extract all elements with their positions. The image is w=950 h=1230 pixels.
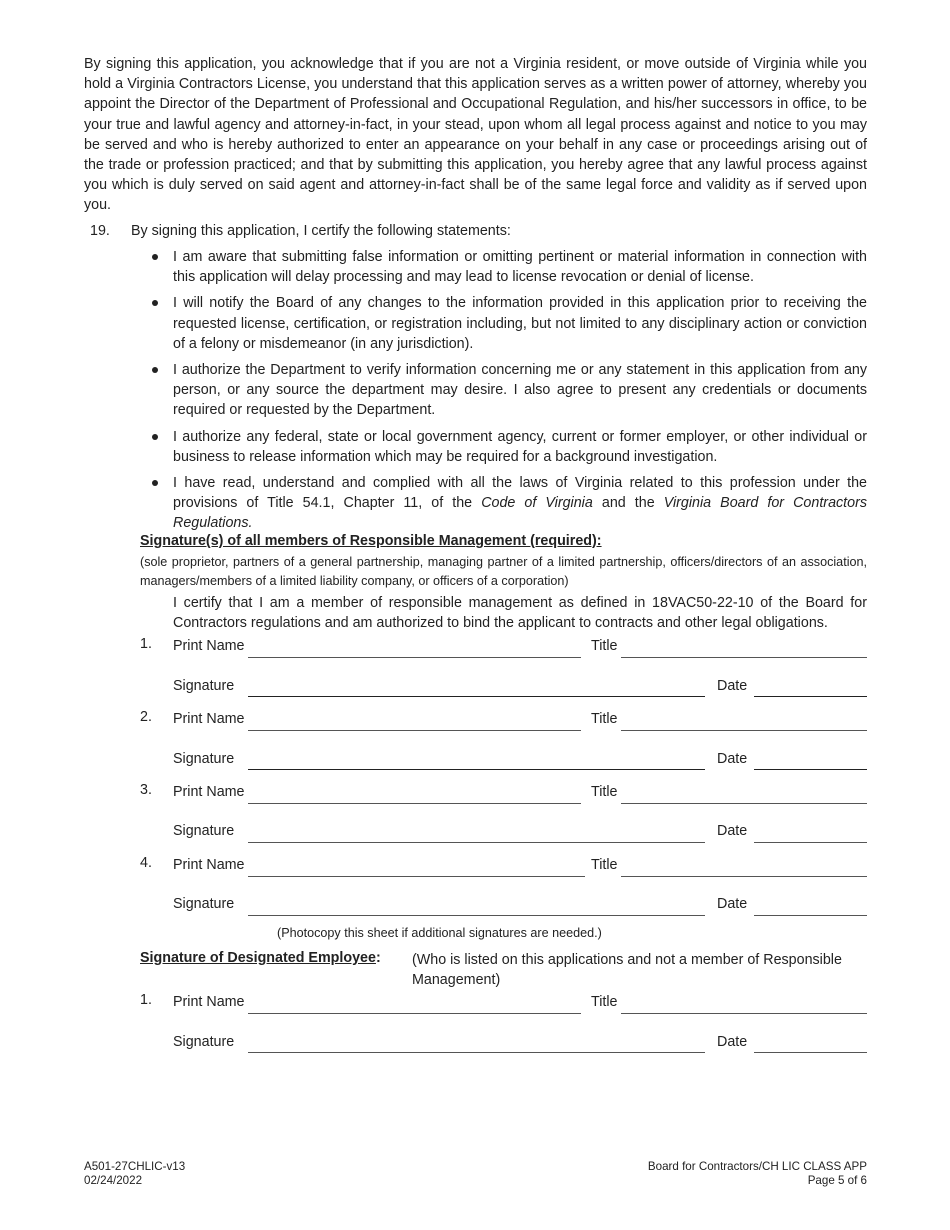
board-name: Board for Contractors/CH LIC CLASS APP — [647, 1160, 867, 1173]
date-field[interactable] — [754, 1052, 867, 1053]
title-field[interactable] — [621, 1013, 867, 1014]
item-19-lead: By signing this application, I certify the following statements: — [131, 223, 511, 239]
signature-label: Signature — [173, 823, 235, 839]
print-name-field[interactable] — [248, 1013, 581, 1014]
list-item: I authorize the Department to verify information concerning me or any statement in this application from any person, or any source the department may desire. I also agree to present any credentials or documents required or requested by the Department. — [152, 360, 867, 421]
print-name-field[interactable] — [248, 657, 581, 658]
list-item: I will notify the Board of any changes to the information provided in this application prior to receiving the requested license, certification, or registration including, but not limited to any disciplinary action or conviction of a felony or misdemeanor (in any jurisdiction). — [152, 293, 867, 354]
responsible-management-note: (sole proprietor, partners of a general partnership, managing partner of a limited partnership, officers/directors of an association, managers/members of a limited liability company, or officers of a corporation) — [140, 555, 867, 588]
photocopy-note: (Photocopy this sheet if additional signatures are needed.) — [277, 926, 602, 940]
date-field[interactable] — [754, 915, 867, 916]
certification-statements — [152, 247, 867, 540]
bullet-icon — [152, 434, 158, 440]
title-label: Title — [591, 784, 618, 800]
date-label: Date — [717, 823, 748, 839]
rm-entry-2-signature-row — [140, 749, 867, 773]
date-label: Date — [717, 1034, 748, 1050]
power-of-attorney-paragraph: By signing this application, you acknowledge that if you are not a Virginia resident, or move outside of Virginia while you hold a Virginia Contractors License, you understand that this application serves as a written power of attorney, whereby you appoint the Director of the Department of Professional and Occupational Regulation, and his/her successors in office, to be your true and lawful agency and attorney-in-fact, in your stead, upon whom all legal process against and notice to you may be served and who is hereby authorized to enter an appearance on your behalf in any case or proceedings arising out of the trade or profession practiced; and that by submitting this application, you hereby agree that any lawful process against you which is duly served on said agent and attorney-in-fact shall be of the same legal force and validity as if served upon you. — [84, 56, 867, 214]
item-19-number: 19. — [90, 223, 110, 239]
title-label: Title — [591, 638, 618, 654]
rm-entry-4-signature-row — [140, 894, 867, 918]
date-label: Date — [717, 678, 748, 694]
title-field[interactable] — [621, 730, 867, 731]
rm-entry-1-name-row — [140, 636, 867, 660]
entry-number: 2. — [140, 709, 152, 725]
designated-employee-note: (Who is listed on this applications and not a member of Responsible Management) — [412, 952, 842, 988]
date-field[interactable] — [754, 842, 867, 843]
footer-page-info — [648, 1160, 867, 1188]
print-name-field[interactable] — [248, 803, 581, 804]
rm-entry-3-name-row — [140, 782, 867, 806]
date-label: Date — [717, 751, 748, 767]
signature-field[interactable] — [248, 842, 705, 843]
footer-form-info — [84, 1160, 185, 1188]
rm-entry-4-name-row — [140, 855, 867, 879]
rm-entry-3-signature-row — [140, 821, 867, 845]
rm-entry-1-signature-row — [140, 676, 867, 700]
date-field[interactable] — [754, 769, 867, 770]
signature-field[interactable] — [248, 915, 705, 916]
bullet-icon — [152, 480, 158, 486]
de-entry-1-signature-row — [140, 1032, 867, 1056]
title-label: Title — [591, 711, 618, 727]
title-field[interactable] — [621, 876, 867, 877]
list-item: I am aware that submitting false information or omitting pertinent or material information in connection with this application will delay processing and may lead to license revocation or denial of license. — [152, 247, 867, 287]
print-name-label: Print Name — [173, 638, 245, 654]
entry-number: 1. — [140, 636, 152, 652]
list-item: I authorize any federal, state or local government agency, current or former employer, or other individual or business to release information which may be required for a background investigation. — [152, 427, 867, 467]
designated-employee-heading: Signature of Designated Employee: — [140, 950, 381, 966]
title-label: Title — [591, 857, 618, 873]
entry-number: 4. — [140, 855, 152, 871]
signature-field[interactable] — [248, 769, 705, 770]
print-name-field[interactable] — [248, 730, 581, 731]
responsible-management-certification: I certify that I am a member of responsible management as defined in 18VAC50-22-10 of the Board for Contractors regulations and am authorized to bind the applicant to contracts and other legal obligations. — [173, 595, 867, 632]
print-name-label: Print Name — [173, 711, 245, 727]
title-field[interactable] — [621, 657, 867, 658]
title-label: Title — [591, 994, 618, 1010]
signature-field[interactable] — [248, 1052, 705, 1053]
date-label: Date — [717, 896, 748, 912]
signature-label: Signature — [173, 1034, 235, 1050]
print-name-label: Print Name — [173, 784, 245, 800]
signature-label: Signature — [173, 678, 235, 694]
print-name-label: Print Name — [173, 994, 245, 1010]
entry-number: 1. — [140, 992, 152, 1008]
form-id: A501-27CHLIC-v13 — [84, 1160, 186, 1173]
bullet-icon — [152, 300, 158, 306]
print-name-label: Print Name — [173, 857, 245, 873]
signature-field[interactable] — [248, 696, 705, 697]
form-date: 02/24/2022 — [84, 1174, 143, 1187]
page-number: Page 5 of 6 — [807, 1174, 867, 1187]
rm-entry-2-name-row — [140, 709, 867, 733]
bullet-icon — [152, 254, 158, 260]
list-item: I have read, understand and complied with all the laws of Virginia related to this profession under the provisions of Title 54.1, Chapter 11, of the Code of Virginia and the Virginia Board for Contractors Regulations. — [152, 473, 867, 534]
entry-number: 3. — [140, 782, 152, 798]
bullet-icon — [152, 367, 158, 373]
responsible-management-heading: Signature(s) of all members of Responsible Management (required): — [140, 533, 602, 549]
print-name-field[interactable] — [248, 876, 585, 877]
title-field[interactable] — [621, 803, 867, 804]
date-field[interactable] — [754, 696, 867, 697]
de-entry-1-name-row — [140, 992, 867, 1016]
signature-label: Signature — [173, 896, 235, 912]
signature-label: Signature — [173, 751, 235, 767]
